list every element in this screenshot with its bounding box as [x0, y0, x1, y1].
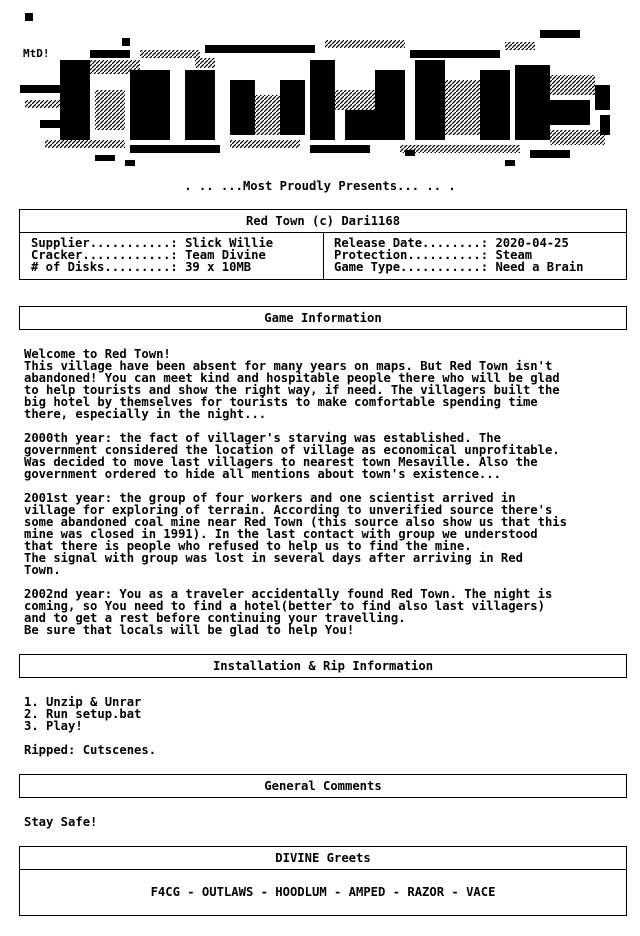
game-info-header: [19, 306, 627, 330]
paragraph: Welcome to Red Town! This village have been absent for many years on maps. But Red Town isn't abandoned! You can meet kind and hospitable people there who will be glad to help tourists and show the right way, if need. The villagers built the big hotel by themselves for tourists to make comfortable spending time there, especially in the night...: [24, 347, 560, 421]
install-header: [19, 654, 627, 678]
paragraph: 2001st year: the group of four workers and one scientist arrived in village for exploring of terrain. According to unverified source there's some abandoned coal mine near Red Town (this source also show us that this mine was closed in 1991). In the last contact with group we understood that there is people who refused to help us to find the mine. The signal with group was lost in several days after arriving in Red Town.: [24, 491, 567, 577]
greets-box: [19, 846, 627, 916]
comments-text: [24, 816, 624, 828]
release-field: Supplier...........: Slick Willie: [31, 236, 274, 250]
release-field: Protection..........: Steam: [334, 248, 533, 262]
release-field: Game Type...........: Need a Brain: [334, 260, 584, 274]
section-title: Game Information: [264, 311, 382, 325]
release-field: # of Disks.........: 39 x 10MB: [31, 260, 252, 274]
logo-tag: MtD!: [23, 47, 50, 60]
logo-blocks: [20, 13, 610, 166]
section-title: Installation & Rip Information: [212, 659, 434, 673]
install-text: [24, 696, 624, 756]
greets-groups: F4CG - OUTLAWS - HOODLUM - AMPED - RAZOR - VACE: [20, 869, 626, 915]
presents-line: . .. ...Most Proudly Presents... .. .: [184, 179, 456, 193]
comment: Stay Safe!: [24, 815, 98, 829]
paragraph: 2002nd year: You as a traveler accidentally found Red Town. The night is coming, so You need to find a hotel(better to find also last villagers) and to get a rest before continuing your travelling. Be sure that locals will be glad to help You!: [24, 587, 553, 637]
game-info-text: [24, 348, 624, 648]
divine-logo: [0, 0, 640, 170]
paragraph: 2000th year: the fact of villager's starving was established. The government considered the location of village as economical unprofitable. Was decided to move last villagers to nearest town Mesaville. Also the government ordered to hide all mentions about town's existence...: [24, 431, 560, 481]
install-step: 1. Unzip & Unrar: [24, 695, 142, 709]
release-field: Cracker............: Team Divine: [31, 248, 266, 262]
release-title: Red Town (c) Dari1168: [20, 210, 626, 233]
section-title: General Comments: [264, 779, 382, 793]
release-info-box: [19, 209, 627, 280]
ripped-note: Ripped: Cutscenes.: [24, 743, 157, 757]
release-left-column: [20, 233, 323, 279]
install-step: 2. Run setup.bat: [24, 707, 142, 721]
install-step: 3. Play!: [24, 719, 83, 733]
comments-header: [19, 774, 627, 798]
greets-title: DIVINE Greets: [275, 851, 371, 865]
release-field: Release Date........: 2020-04-25: [334, 236, 569, 250]
release-right-column: [323, 233, 626, 279]
